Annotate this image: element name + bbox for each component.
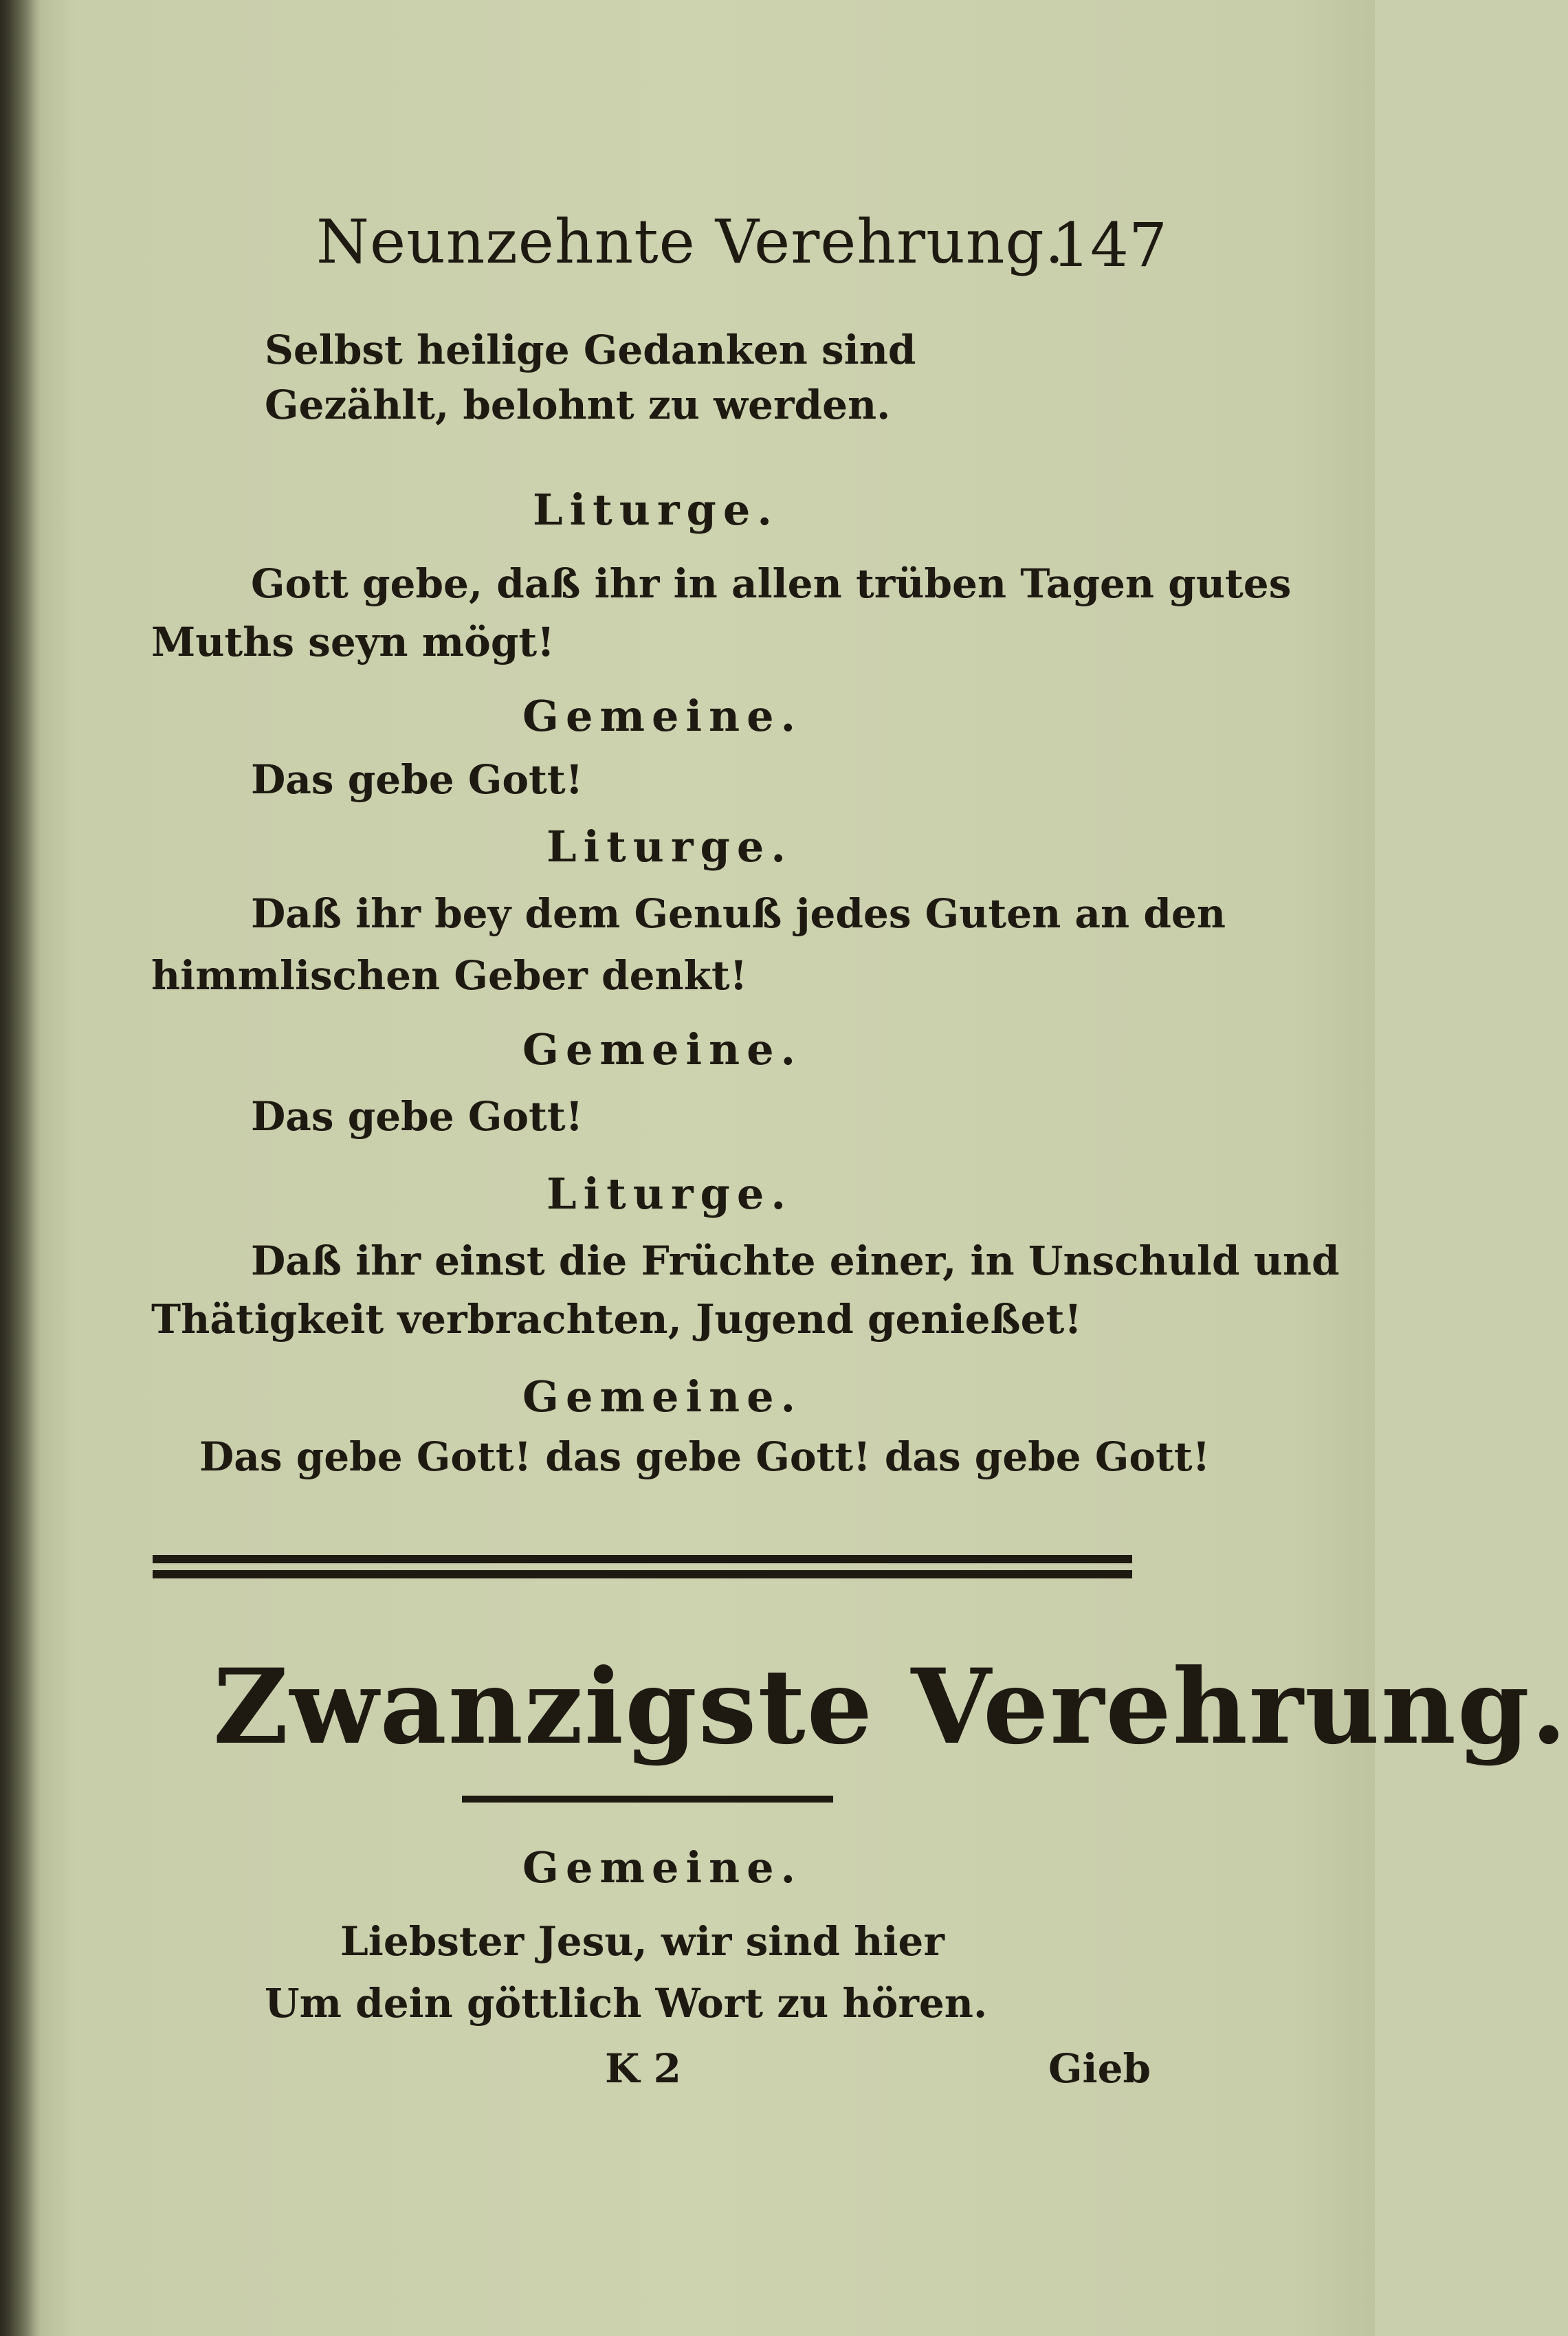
speaker-heading: Liturge.	[546, 1169, 793, 1219]
binding-gutter	[0, 0, 41, 2336]
title-underline	[462, 1796, 833, 1803]
response-line: Das gebe Gott!	[251, 756, 584, 803]
speaker-heading: Gemeine.	[522, 1024, 803, 1075]
speaker-heading: Gemeine.	[522, 691, 803, 741]
liturgy-line: Thätigkeit verbrachten, Jugend genießet!	[151, 1296, 1082, 1343]
speaker-heading: Gemeine.	[522, 1371, 803, 1422]
liturgy-line: Muths seyn mögt!	[151, 619, 555, 665]
liturgy-line: himmlischen Geber denkt!	[151, 952, 748, 999]
speaker-heading: Liturge.	[533, 485, 779, 535]
liturgy-line: Daß ihr einst die Früchte einer, in Unschuld und	[251, 1237, 1340, 1284]
verse-line: Liebster Jesu, wir sind hier	[340, 1918, 945, 1965]
verse-line: Um dein göttlich Wort zu hören.	[265, 1980, 988, 2027]
signature-mark: K 2	[605, 2045, 681, 2092]
page-number: 147	[1052, 210, 1167, 280]
speaker-heading: Liturge.	[546, 822, 793, 872]
running-header-title: Neunzehnte Verehrung.	[316, 206, 1065, 277]
response-line: Das gebe Gott! das gebe Gott! das gebe Gott!	[199, 1433, 1211, 1480]
response-line: Das gebe Gott!	[251, 1093, 584, 1140]
liturgy-line: Daß ihr bey dem Genuß jedes Guten an den	[251, 890, 1226, 937]
section-title: Zwanzigste Verehrung.	[213, 1646, 1568, 1767]
speaker-heading: Gemeine.	[522, 1842, 803, 1893]
verse-line: Gezählt, belohnt zu werden.	[265, 382, 891, 428]
section-divider	[153, 1555, 1132, 1581]
verse-line: Selbst heilige Gedanken sind	[265, 327, 916, 373]
liturgy-line: Gott gebe, daß ihr in allen trüben Tagen gutes	[251, 560, 1292, 607]
catchword: Gieb	[1048, 2045, 1151, 2092]
